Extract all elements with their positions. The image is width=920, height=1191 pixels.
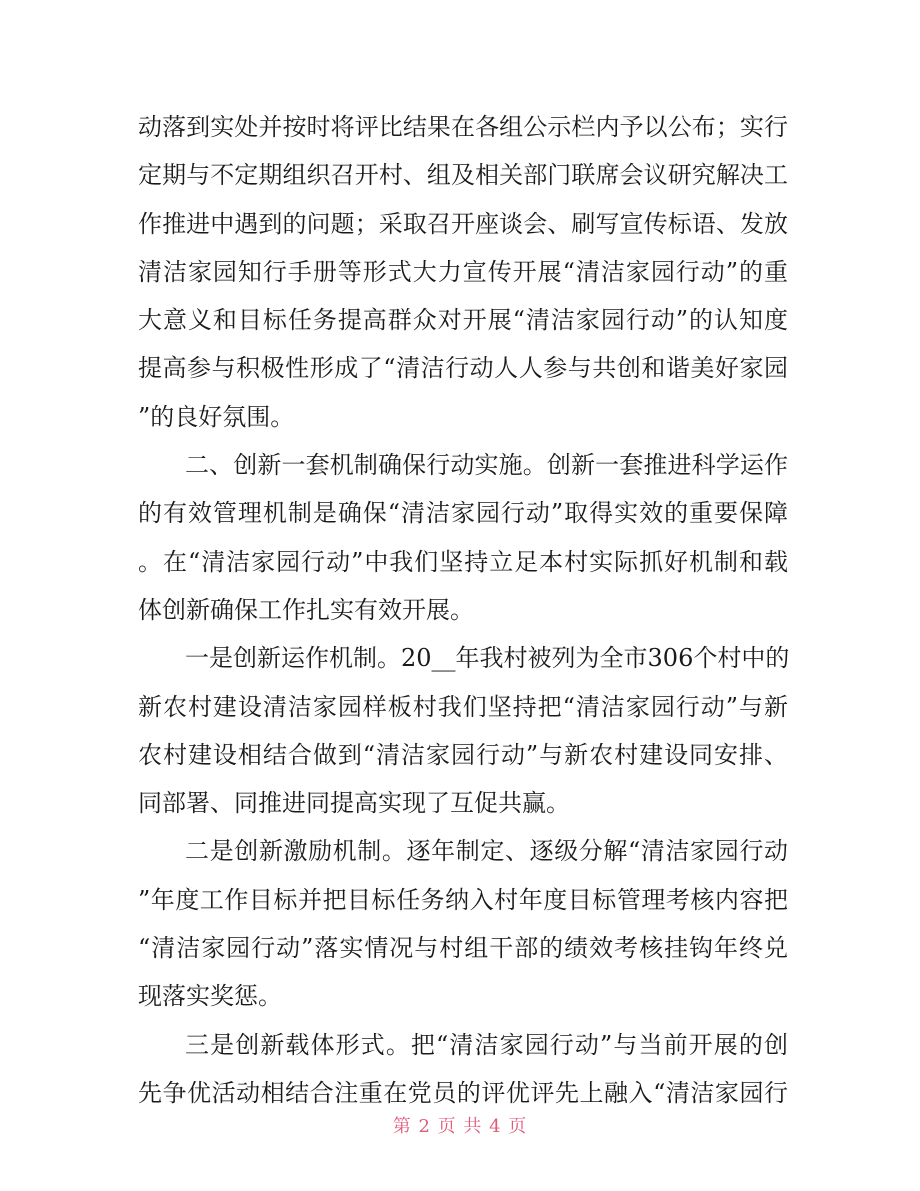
text-line: 大意义和目标任务提高群众对开展“清洁家园行动”的认知度 bbox=[138, 306, 788, 335]
text-line: 定期与不定期组织召开村、组及相关部门联席会议研究解决工 bbox=[138, 161, 788, 190]
page-number-label: 第 2 页 共 4 页 bbox=[392, 1116, 528, 1137]
text-line: 提高参与积极性形成了“清洁行动人人参与共创和谐美好家园 bbox=[138, 354, 788, 383]
text-line: 现落实奖惩。 bbox=[138, 982, 282, 1011]
text-line: 作推进中遇到的问题；采取召开座谈会、刷写宣传标语、发放 bbox=[138, 209, 788, 238]
text-line: ”年度工作目标并把目标任务纳入村年度目标管理考核内容把 bbox=[138, 885, 788, 914]
text-line: 新农村建设清洁家园样板村我们坚持把“清洁家园行动”与新 bbox=[138, 692, 788, 721]
text-line: 农村建设相结合做到“清洁家园行动”与新农村建设同安排、 bbox=[138, 740, 788, 769]
text-line: 二、创新一套机制确保行动实施。创新一套推进科学运作 bbox=[185, 451, 788, 480]
text-line: “清洁家园行动”落实情况与村组干部的绩效考核挂钩年终兑 bbox=[138, 934, 788, 963]
page-footer bbox=[0, 1112, 920, 1138]
text-line: 。在“清洁家园行动”中我们坚持立足本村实际抓好机制和载 bbox=[138, 547, 788, 576]
text-line: 一是创新运作机制。20__年我村被列为全市306个村中的 bbox=[185, 644, 790, 673]
text-line: 三是创新载体形式。把“清洁家园行动”与当前开展的创 bbox=[185, 1030, 788, 1059]
text-line: 体创新确保工作扎实有效开展。 bbox=[138, 595, 474, 624]
text-line: 二是创新激励机制。逐年制定、逐级分解“清洁家园行动 bbox=[185, 837, 788, 866]
text-line: 清洁家园知行手册等形式大力宣传开展“清洁家园行动”的重 bbox=[138, 257, 788, 286]
text-line: 先争优活动相结合注重在党员的评优评先上融入“清洁家园行 bbox=[138, 1078, 788, 1107]
text-line: 动落到实处并按时将评比结果在各组公示栏内予以公布；实行 bbox=[138, 113, 788, 141]
text-line: ”的良好氛围。 bbox=[138, 402, 295, 431]
document-body bbox=[138, 103, 788, 1117]
text-line: 的有效管理机制是确保“清洁家园行动”取得实效的重要保障 bbox=[138, 499, 788, 528]
text-line: 同部署、同推进同提高实现了互促共赢。 bbox=[138, 789, 570, 818]
